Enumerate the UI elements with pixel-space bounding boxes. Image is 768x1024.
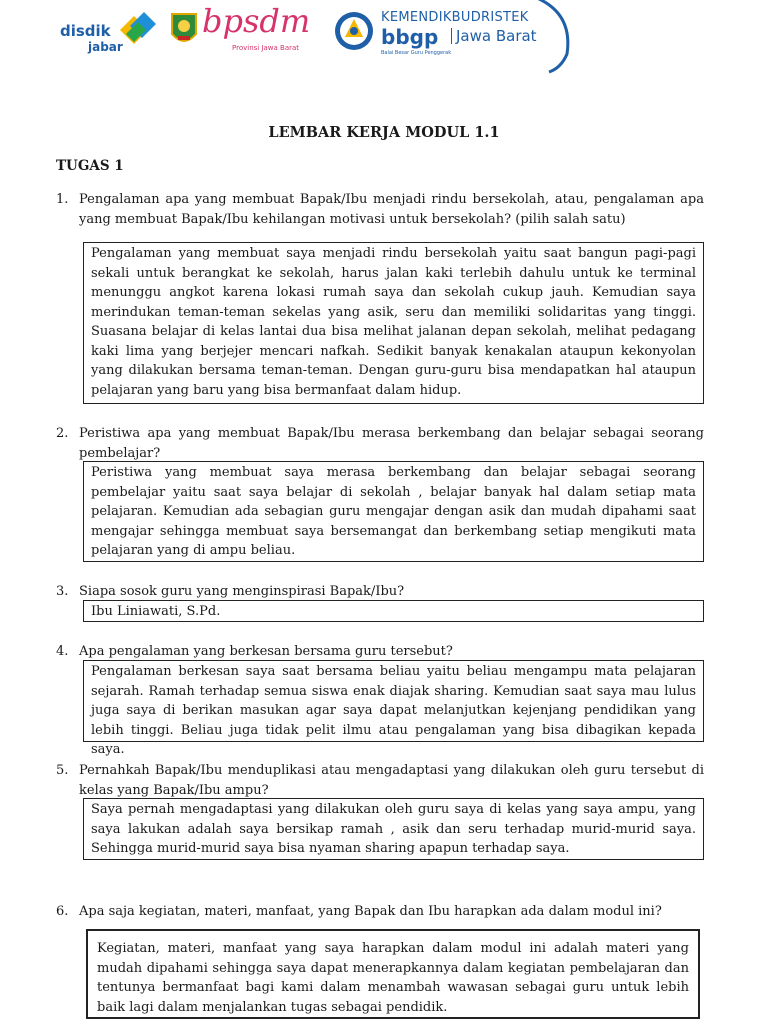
question-number: 4. xyxy=(56,644,69,659)
question-text: Apa pengalaman yang berkesan bersama guru tersebut? xyxy=(79,644,453,659)
section-heading: TUGAS 1 xyxy=(56,158,124,174)
question-text: Apa saja kegiatan, materi, manfaat, yang Bapak dan Ibu harapkan ada dalam modul ini? xyxy=(79,904,662,919)
answer-box-4: Pengalaman berkesan saya saat bersama beliau yaitu beliau mengampu mata pelajaran sejarah. Ramah terhadap semua siswa enak diajak sharing. Kemudian saat saya mau lulus juga saya di berikan masukan agar saya dapat melanjutkan kejenjang pendidikan yang lebih tinggi. Beliau juga tidak pelit ilmu atau pengalaman yang bisa dibagikan kepada saya. xyxy=(83,660,704,742)
question-text: Siapa sosok guru yang menginspirasi Bapak/Ibu? xyxy=(79,584,405,599)
answer-box-3: Ibu Liniawati, S.Pd. xyxy=(83,600,704,622)
question-number: 3. xyxy=(56,584,69,599)
disdik-jabar-logo xyxy=(60,8,160,56)
disdik-emblem-icon xyxy=(112,8,158,48)
west-java-emblem-icon xyxy=(168,10,200,50)
question-text: Pernahkah Bapak/Ibu menduplikasi atau mengadaptasi yang dilakukan oleh guru tersebut di kelas yang Bapak/Ibu ampu? xyxy=(79,763,704,798)
bpsdm-logo xyxy=(168,2,318,56)
jabar-logo-text: jabar xyxy=(88,40,123,54)
disdik-logo-text: disdik xyxy=(60,22,111,40)
question-5 xyxy=(56,761,704,800)
kemendikbudristek-text: KEMENDIKBUDRISTEK xyxy=(381,10,529,25)
tut-wuri-handayani-icon xyxy=(333,10,375,52)
question-number: 6. xyxy=(56,904,69,919)
answer-box-1: Pengalaman yang membuat saya menjadi rindu bersekolah yaitu saat bangun pagi-pagi sekali untuk berangkat ke sekolah, harus jalan kaki terlebih dahulu untuk ke terminal menunggu angkot karena lokasi rumah saya dan sekolah cukup jauh. Kemudian saya merindukan teman-teman sekelas yang asik, seru dan memiliki solidaritas yang tinggi. Suasana belajar di kelas lantai dua bisa melihat jalanan depan sekolah, melihat pedagang kaki lima yang berjejer mencari nafkah. Sedikit banyak kenakalan ataupun kekonyolan yang dilakukan bersama teman-teman. Dengan guru-guru bisa mendapatkan hal ataupun pelajaran yang baru yang bisa bermanfaat dalam hidup. xyxy=(83,242,704,404)
question-3 xyxy=(56,582,704,602)
question-text: Peristiwa apa yang membuat Bapak/Ibu merasa berkembang dan belajar sebagai seorang pembelajar? xyxy=(79,426,704,461)
question-2 xyxy=(56,424,704,463)
bpsdm-logo-subtext: Provinsi Jawa Barat xyxy=(232,44,300,52)
question-text: Pengalaman apa yang membuat Bapak/Ibu menjadi rindu bersekolah, atau, pengalaman apa yang membuat Bapak/Ibu kehilangan motivasi untuk bersekolah? (pilih salah satu) xyxy=(79,192,704,227)
question-1 xyxy=(56,190,704,229)
question-number: 5. xyxy=(56,763,69,778)
document-title: LEMBAR KERJA MODUL 1.1 xyxy=(268,124,500,141)
jawa-barat-text: Jawa Barat xyxy=(451,28,537,44)
bbgp-text: bbgp xyxy=(381,25,439,49)
kemendikbudristek-bbgp-logo xyxy=(333,0,578,70)
question-number: 1. xyxy=(56,192,69,207)
question-6 xyxy=(56,902,704,922)
question-4 xyxy=(56,642,704,662)
answer-box-5: Saya pernah mengadaptasi yang dilakukan oleh guru saya di kelas yang saya ampu, yang saya lakukan adalah saya bersikap ramah , asik dan seru terhadap murid-murid saya. Sehingga murid-murid saya bisa nyaman sharing apapun terhadap saya. xyxy=(83,798,704,860)
arc-decoration-icon xyxy=(531,0,577,74)
question-number: 2. xyxy=(56,426,69,441)
bbgp-tagline: Balai Besar Guru Penggerak xyxy=(381,50,452,56)
header-logos xyxy=(0,0,768,70)
bpsdm-logo-text: bpsdm xyxy=(202,2,311,40)
answer-box-2: Peristiwa yang membuat saya merasa berkembang dan belajar sebagai seorang pembelajar yaitu saat saya belajar di sekolah , belajar banyak hal dalam setiap mata pelajaran. Kemudian ada sebagian guru mengajar dengan asik dan mudah dipahami saat mengajar sehingga membuat saya bersemangat dan berkembang setiap mengikuti mata pelajaran yang di ampu beliau. xyxy=(83,461,704,562)
answer-box-6: Kegiatan, materi, manfaat yang saya harapkan dalam modul ini adalah materi yang mudah dipahami sehingga saya dapat menerapkannya dalam kegiatan pembelajaran dan tentunya bermanfaat bagi kami dalam menambah wawasan sebagai guru untuk lebih baik lagi dalam menjalankan tugas sebagai pendidik. xyxy=(86,929,700,1019)
